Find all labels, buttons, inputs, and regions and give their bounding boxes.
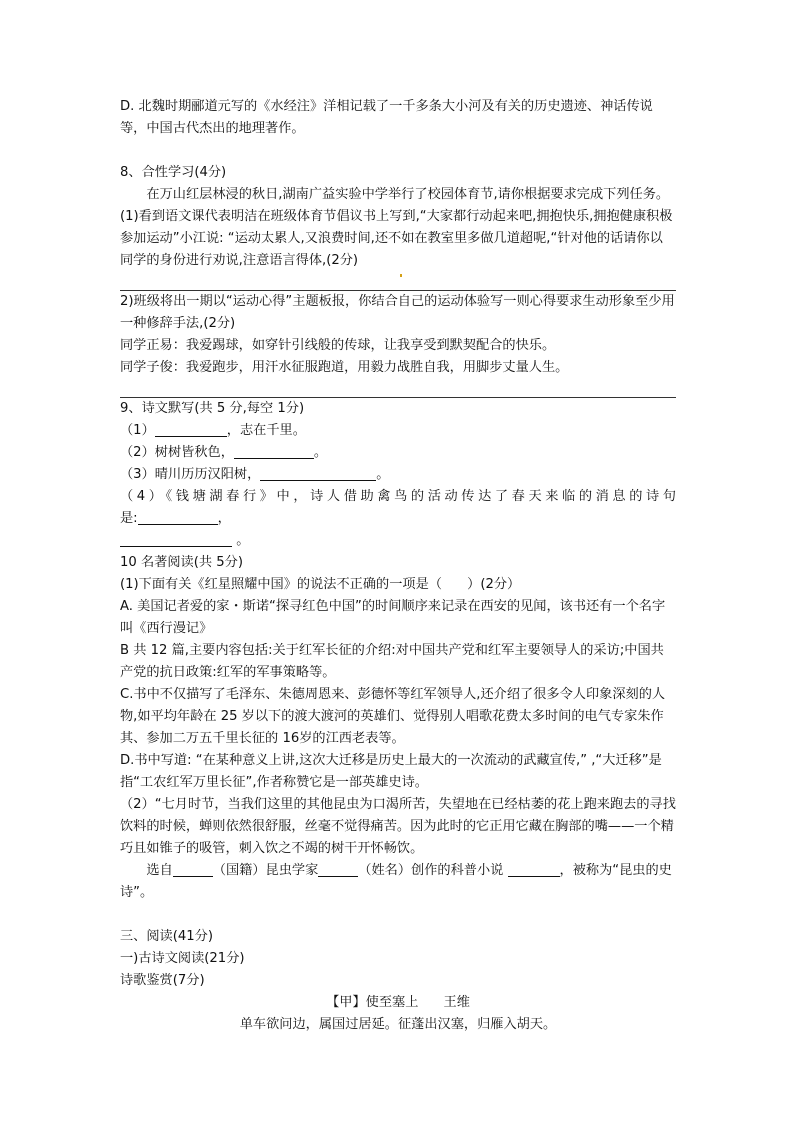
exam-page (120, 96, 676, 1036)
poem-author: 王维 (443, 995, 470, 1010)
q10-fill: 选自 （国籍）昆虫学家 （姓名）创作的科普小说 ，被称为“昆虫的史诗”。 (120, 863, 672, 900)
q9-line5: 。 (120, 530, 676, 552)
blank[interactable] (173, 861, 213, 877)
q10-sub1: (1)下面有关《红星照耀中国》的说法不正确的一项是（ ）(2分） (120, 577, 521, 592)
q9-line1: （1） ，志在千里。 (120, 423, 306, 438)
q8-sample1: 同学正易：我爱踢球，如穿针引线般的传球，让我享受到默契配合的快乐。 (120, 338, 556, 353)
q8-title: 8、合性学习(4分) (120, 165, 227, 180)
poem-line: 单车欲问边，属国过居延。征蓬出汉塞，归雁入胡天。 (239, 1017, 557, 1032)
poem-label: 诗歌鉴赏(7分) (120, 973, 205, 988)
q10-title: 10 名著阅读(共 5分) (120, 555, 243, 570)
q10-option-c: C.书中不仅描写了毛泽东、朱德周恩来、彭德怀等红军领导人,还介绍了很多令人印象深刻的人物,如平均年龄在 25 岁以下的渡大渡河的英雄们、觉得别人唱歌花费太多时间的电气专家朱作其、参加二万五千里长征的 16岁的江西老表等。 (120, 687, 666, 746)
mark-dot (400, 274, 402, 277)
q8-intro: 在万山红层林浸的秋日,湖南广益实验中学举行了校园体育节,请你根据要求完成下列任务。 (146, 187, 670, 202)
q8-sub2: 2)班级将出一期以“运动心得”主题板报，你结合自己的运动体验写一则心得要求生动形象至少用一种修辞手法,(2分) (120, 294, 675, 331)
q8-sample2: 同学子俊：我爱跑步，用汗水征服跑道，用毅力战胜自我，用脚步丈量人生。 (120, 360, 569, 375)
item-d-geography: D. 北魏时期郦道元写的《水经注》洋相记载了一千多条大小河及有关的历史遗迹、神话传说等，中国古代杰出的地理著作。 (120, 99, 653, 136)
poem-heading (120, 992, 676, 1014)
q9-line2: （2）树树皆秋色， 。 (120, 445, 328, 460)
q10-sub2: （2）“七月时节，当我们这里的其他昆虫为口渴所苦，失望地在已经枯萎的花上跑来跑去的寻找饮料的时候，蝉则依然很舒服，丝毫不觉得痛苦。因为此时的它正用它藏在胸部的嘴——一个精巧且如锥子的吸管，刺入饮之不竭的树干开怀畅饮。 (120, 797, 676, 856)
q10-option-a: A. 美国记者爱的家・斯诺“探寻红色中国”的时间顺序来记录在西安的见闻，该书还有一个名字叫《西行漫记》 (120, 599, 666, 636)
q9-line4b: 是: ， (120, 511, 231, 526)
q9-title: 9、诗文默写(共 5 分,每空 1分) (120, 401, 305, 416)
q9-line3: （3）晴川历历汉阳树， 。 (120, 467, 390, 482)
part3-title: 三、阅读(41分) (120, 929, 214, 944)
blank[interactable] (234, 443, 314, 459)
blank[interactable] (120, 531, 232, 547)
blank[interactable] (260, 465, 376, 481)
poem-title: 【甲】使至塞上 (326, 995, 419, 1010)
blank[interactable] (508, 861, 560, 877)
answer-space (120, 272, 676, 290)
blank[interactable] (318, 861, 358, 877)
answer-space (120, 379, 676, 397)
blank[interactable] (138, 509, 218, 525)
q9-line4: （4）《钱塘湖春行》中，诗人借助禽鸟的活动传达了春天来临的消息的诗句 (120, 489, 676, 504)
part3-subtitle: 一)古诗文阅读(21分) (120, 951, 245, 966)
blank[interactable] (155, 421, 227, 437)
q8-sub1: (1)看到语文课代表明洁在班级体育节倡议书上写到,“大家都行动起来吧,拥抱快乐,拥抱健康积极参加运动”小江说: “运动太累人,又浪费时间,还不如在教室里多做几道超呢,“针对他的话请你以同学的身份进行劝说,注意语言得体,(2分) (120, 209, 673, 268)
q10-option-d: D.书中写道: “在某种意义上讲,这次大迁移是历史上最大的一次流动的武藏宣传,” ,“大迁移”是指“工农红军万里长征”,作者称赞它是一部英雄史诗。 (120, 753, 662, 790)
q10-option-b: B 共 12 篇,主要内容包括:关于红军长征的介绍:对中国共产党和红军主要领导人的采访;中国共产党的抗日政策:红军的军事策略等。 (120, 643, 664, 680)
